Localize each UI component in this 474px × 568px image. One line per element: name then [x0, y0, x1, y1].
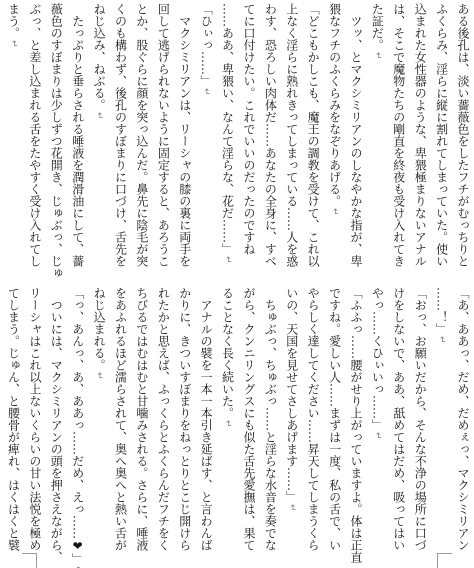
text-line: 「おっ、お願いだから、そんな不浄の場所に口づ [413, 287, 428, 551]
corner-mark-bottom-right [437, 553, 452, 568]
text-line: いの、天国を見せてさしあげます……」 ↵ [280, 287, 301, 565]
text-line: リーシャはこれ以上ないくらいの甘い法悦を極め [27, 287, 42, 551]
text-line: ですね。愛しい人……まずは一度、私の舌で、い [327, 287, 342, 551]
text-line: ふくらみ、淫らに縦に割れてしまっていた。使い [434, 3, 449, 267]
text-line: 上なく淫らに熟れきってしまっている……人を惑 [284, 3, 299, 267]
text-line: は、そこで魔物たちの剛直を終夜も受け入れてき [391, 3, 406, 267]
upper-text-tier [2, 3, 473, 283]
text-line: 「ふふっ……腰がせり上がっていますよ。体は正直 [348, 287, 363, 563]
text-line: かりに、きついすぼまりをねっとりとこじ開けら [177, 287, 192, 551]
text-line: ることなく長く続いた。 ↵ [216, 287, 237, 565]
lower-text-tier [2, 287, 473, 565]
text-line: くのも構わず、後孔のすぼまりに口づけ、舌先を [113, 3, 128, 267]
text-line: ……ああ、卑猥い、なんて淫らな、花だ……」 ↵ [216, 3, 237, 283]
text-line: 「ひぃっ……」 ↵ [195, 3, 216, 283]
text-line: ぶっ、と差し込まれる舌をたやすく受け入れてし [27, 3, 42, 267]
text-line: ついには、マクシミリアンの頭を押さえながら、 [49, 287, 64, 563]
text-line: やっ……くひぃいっ……」 ↵ [366, 287, 387, 565]
text-line: ちゅぶっ、ちゅぶっ……と淫らな水音を奏でな [263, 287, 278, 551]
text-line: けをしないで、ああ、舐めてはだめ、吸ってはい [391, 287, 406, 551]
text-line: わす、恐ろしい肉体だ……あなたの全身に、すべ [263, 3, 278, 267]
text-line: てに口付けたい。これでいいのだったのですね [241, 3, 256, 255]
text-line: マクシミリアンは、リーシャの膝の裏に両手を [177, 3, 192, 267]
text-line: たっぷりと垂らされる唾液を潤滑油にして、薔 [70, 3, 85, 267]
text-line: 「っ、あんっ、あ、ああっ……だめ、えっ……❤」 ↵ [66, 287, 87, 565]
text-line: がら、クンニリングスにも似た舌先愛撫は、果て [241, 287, 256, 551]
text-line: ねじ込まれる。 ↵ [88, 287, 109, 565]
text-line: てしまう。じゅん、と腰骨が痺れ、はくはくと襞 [6, 287, 21, 551]
text-line: 「あ、ああっ、だめ、だめぇっ、マクシミリアン [456, 287, 470, 551]
text-line: た証だ。 ↵ [366, 3, 387, 283]
text-line: 猥なフチのふくらみをなぞりあげる。 ↵ [323, 3, 344, 283]
text-line: ツッ、とマクシミリアンのしなやかな指が、卑 [348, 3, 363, 267]
text-line: アナルの襞を一本一本引き延ばす、と言わんば [199, 287, 214, 551]
text-line: 「どこもかしこも、魔王の調教を受けて、これ以 [306, 3, 321, 267]
text-line: 回して逃げられないように固定すると、あろうこ [156, 3, 171, 267]
text-line: ある後孔は、淡い薔薇色をしたフチがむっちりと [456, 3, 470, 267]
text-line: まう。 ↵ [2, 3, 23, 283]
text-line: れたかと思えば、ふっくらとふくらんだフチをく [156, 287, 171, 551]
corner-mark-bottom-left [22, 553, 37, 568]
text-line: ねじ込み、ねぶる。 ↵ [88, 3, 109, 283]
text-line: ……！」 ↵ [430, 287, 451, 565]
text-line: をあふれるほど濡らされて、奥へ奥へと熱い舌が [113, 287, 128, 551]
text-line: とか、股ぐらに顔を突っ込んだ。鼻先に陰毛が突 [134, 3, 149, 267]
text-line: やらしく達してください……昇天してしまうくら [306, 287, 321, 551]
text-line: 薇色のすぼまりは少しずつ花開き、じゅぶっ、じゅ [49, 3, 64, 279]
text-line: 込まれた女性器のような、卑猥極まりないアナル [413, 3, 428, 267]
text-line: ちびるではむはむと甘噛みされる。さらに、唾液 [134, 287, 149, 551]
